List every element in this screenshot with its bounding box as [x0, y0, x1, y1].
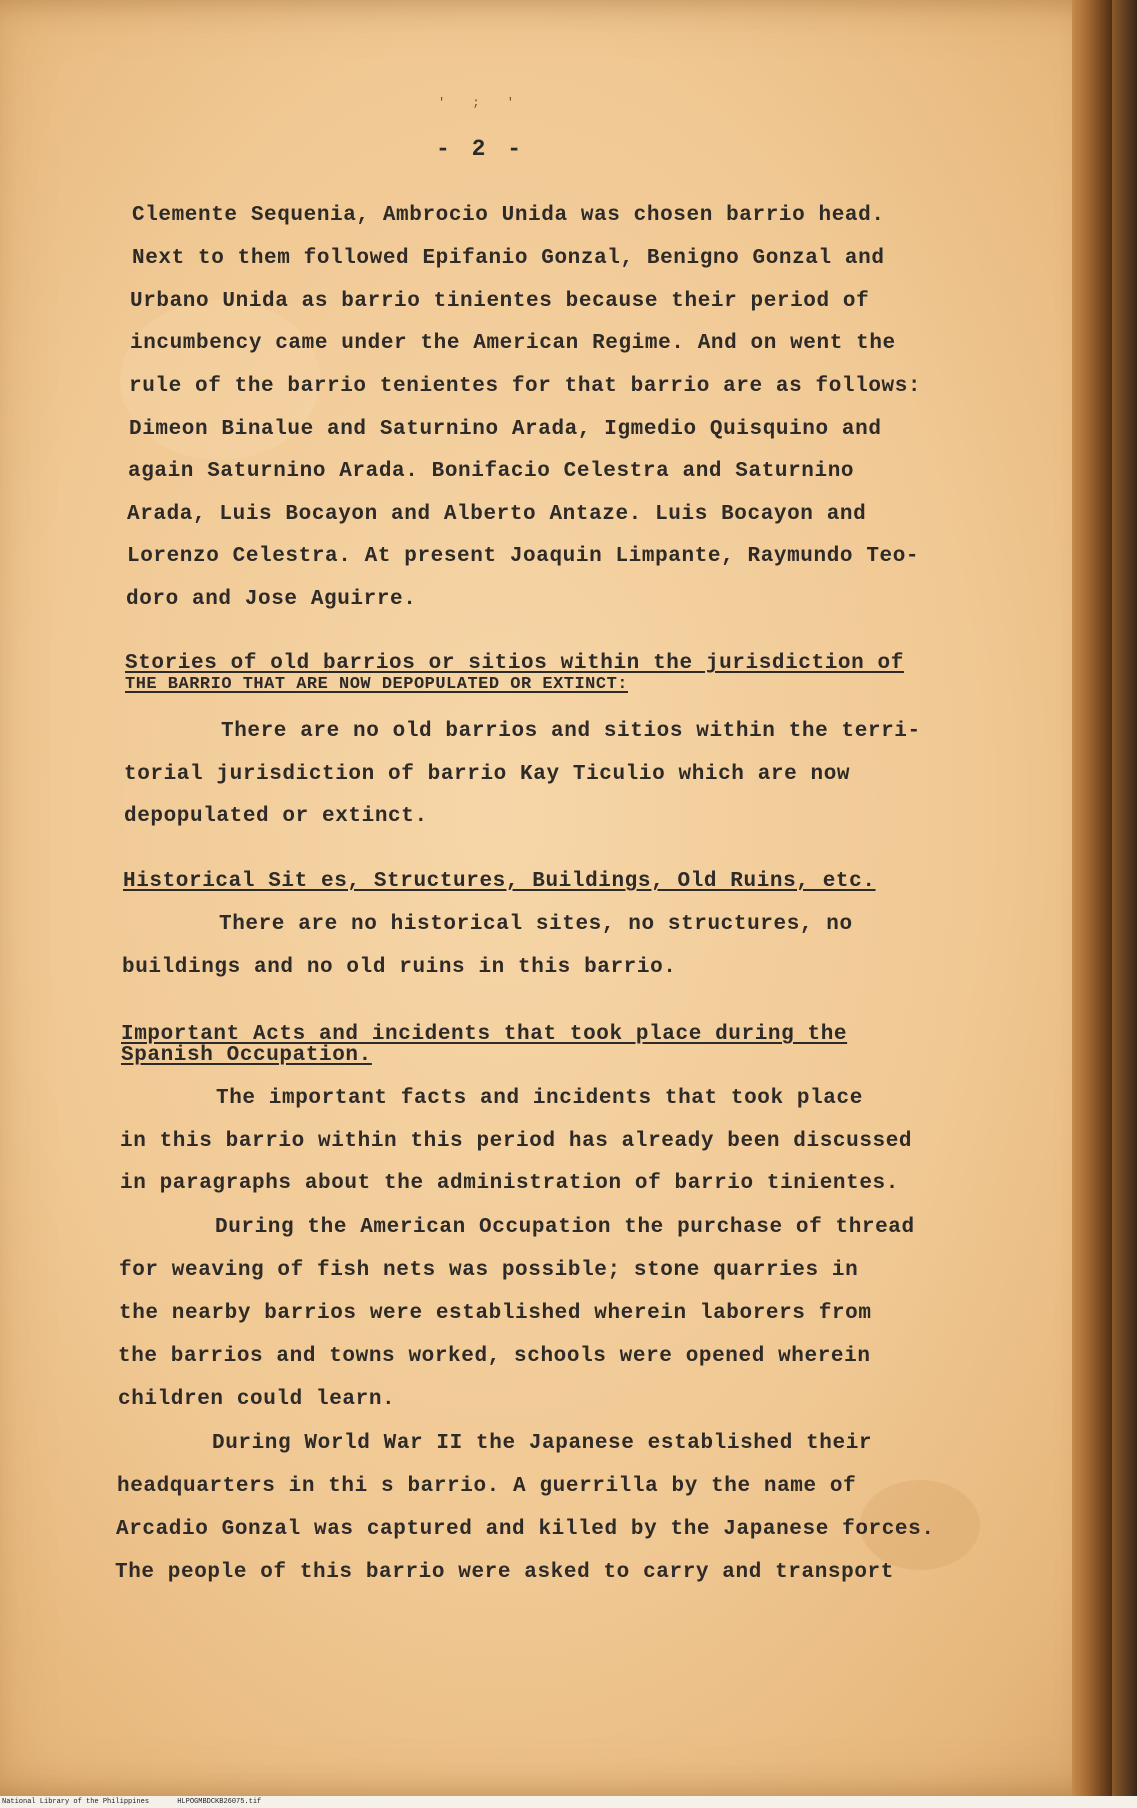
- text-line: in paragraphs about the administration of barrio tinientes.: [120, 1172, 899, 1195]
- text-line: again Saturnino Arada. Bonifacio Celestra and Saturnino: [128, 460, 855, 483]
- text-line: incumbency came under the American Regime. And on went the: [130, 332, 896, 355]
- page-number: - 2 -: [436, 136, 526, 162]
- text-line: children could learn.: [118, 1388, 396, 1411]
- text-line: the nearby barrios were established wherein laborers from: [119, 1302, 872, 1325]
- section-heading-old-barrios-line2: THE BARRIO THAT ARE NOW DEPOPULATED OR EXTINCT:: [125, 675, 628, 694]
- text-line: the barrios and towns worked, schools were opened wherein: [118, 1345, 871, 1368]
- text-line: During World War II the Japanese established their: [212, 1432, 873, 1455]
- scan-footer: [0, 1796, 1137, 1808]
- footer-library: National Library of the Philippines: [2, 1798, 150, 1806]
- text-line: Urbano Unida as barrio tinientes because their period of: [130, 290, 870, 313]
- section-heading-old-barrios: Stories of old barrios or sitios within the jurisdiction of: [125, 652, 904, 675]
- text-line: The people of this barrio were asked to carry and transport: [115, 1561, 894, 1584]
- text-line: Arada, Luis Bocayon and Alberto Antaze. Luis Bocayon and: [127, 503, 867, 526]
- header-marks: ' ; ': [438, 96, 525, 110]
- text-line: Arcadio Gonzal was captured and killed by the Japanese forces.: [116, 1518, 935, 1541]
- section-heading-spanish: Important Acts and incidents that took place during the: [121, 1023, 848, 1046]
- text-line: in this barrio within this period has already been discussed: [120, 1130, 913, 1153]
- section-heading-spanish-line2: Spanish Occupation.: [121, 1044, 372, 1067]
- text-line: depopulated or extinct.: [124, 805, 428, 828]
- footer-filename: HLPOGMBDCKB26075.tif: [177, 1798, 262, 1806]
- book-spine: [1072, 0, 1112, 1796]
- text-line: The important facts and incidents that took place: [216, 1087, 863, 1110]
- section-heading-historical-sites: Historical Sit es, Structures, Buildings, Old Ruins, etc.: [123, 870, 876, 893]
- text-line: headquarters in thi s barrio. A guerrilla by the name of: [117, 1475, 857, 1498]
- text-line: Dimeon Binalue and Saturnino Arada, Igmedio Quisquino and: [129, 418, 882, 441]
- text-line: There are no historical sites, no structures, no: [219, 913, 853, 936]
- text-line: torial jurisdiction of barrio Kay Ticulio which are now: [124, 763, 851, 786]
- book-edge: [1112, 0, 1137, 1808]
- text-line: During the American Occupation the purchase of thread: [215, 1216, 915, 1239]
- text-line: Next to them followed Epifanio Gonzal, Benigno Gonzal and: [132, 247, 885, 270]
- text-line: Clemente Sequenia, Ambrocio Unida was chosen barrio head.: [132, 204, 885, 227]
- text-line: doro and Jose Aguirre.: [126, 588, 417, 611]
- text-line: There are no old barrios and sitios within the terri-: [221, 720, 921, 743]
- text-line: buildings and no old ruins in this barrio.: [122, 956, 677, 979]
- text-line: rule of the barrio tenientes for that barrio are as follows:: [129, 375, 922, 398]
- text-line: Lorenzo Celestra. At present Joaquin Limpante, Raymundo Teo-: [127, 545, 920, 568]
- text-line: for weaving of fish nets was possible; stone quarries in: [119, 1259, 859, 1282]
